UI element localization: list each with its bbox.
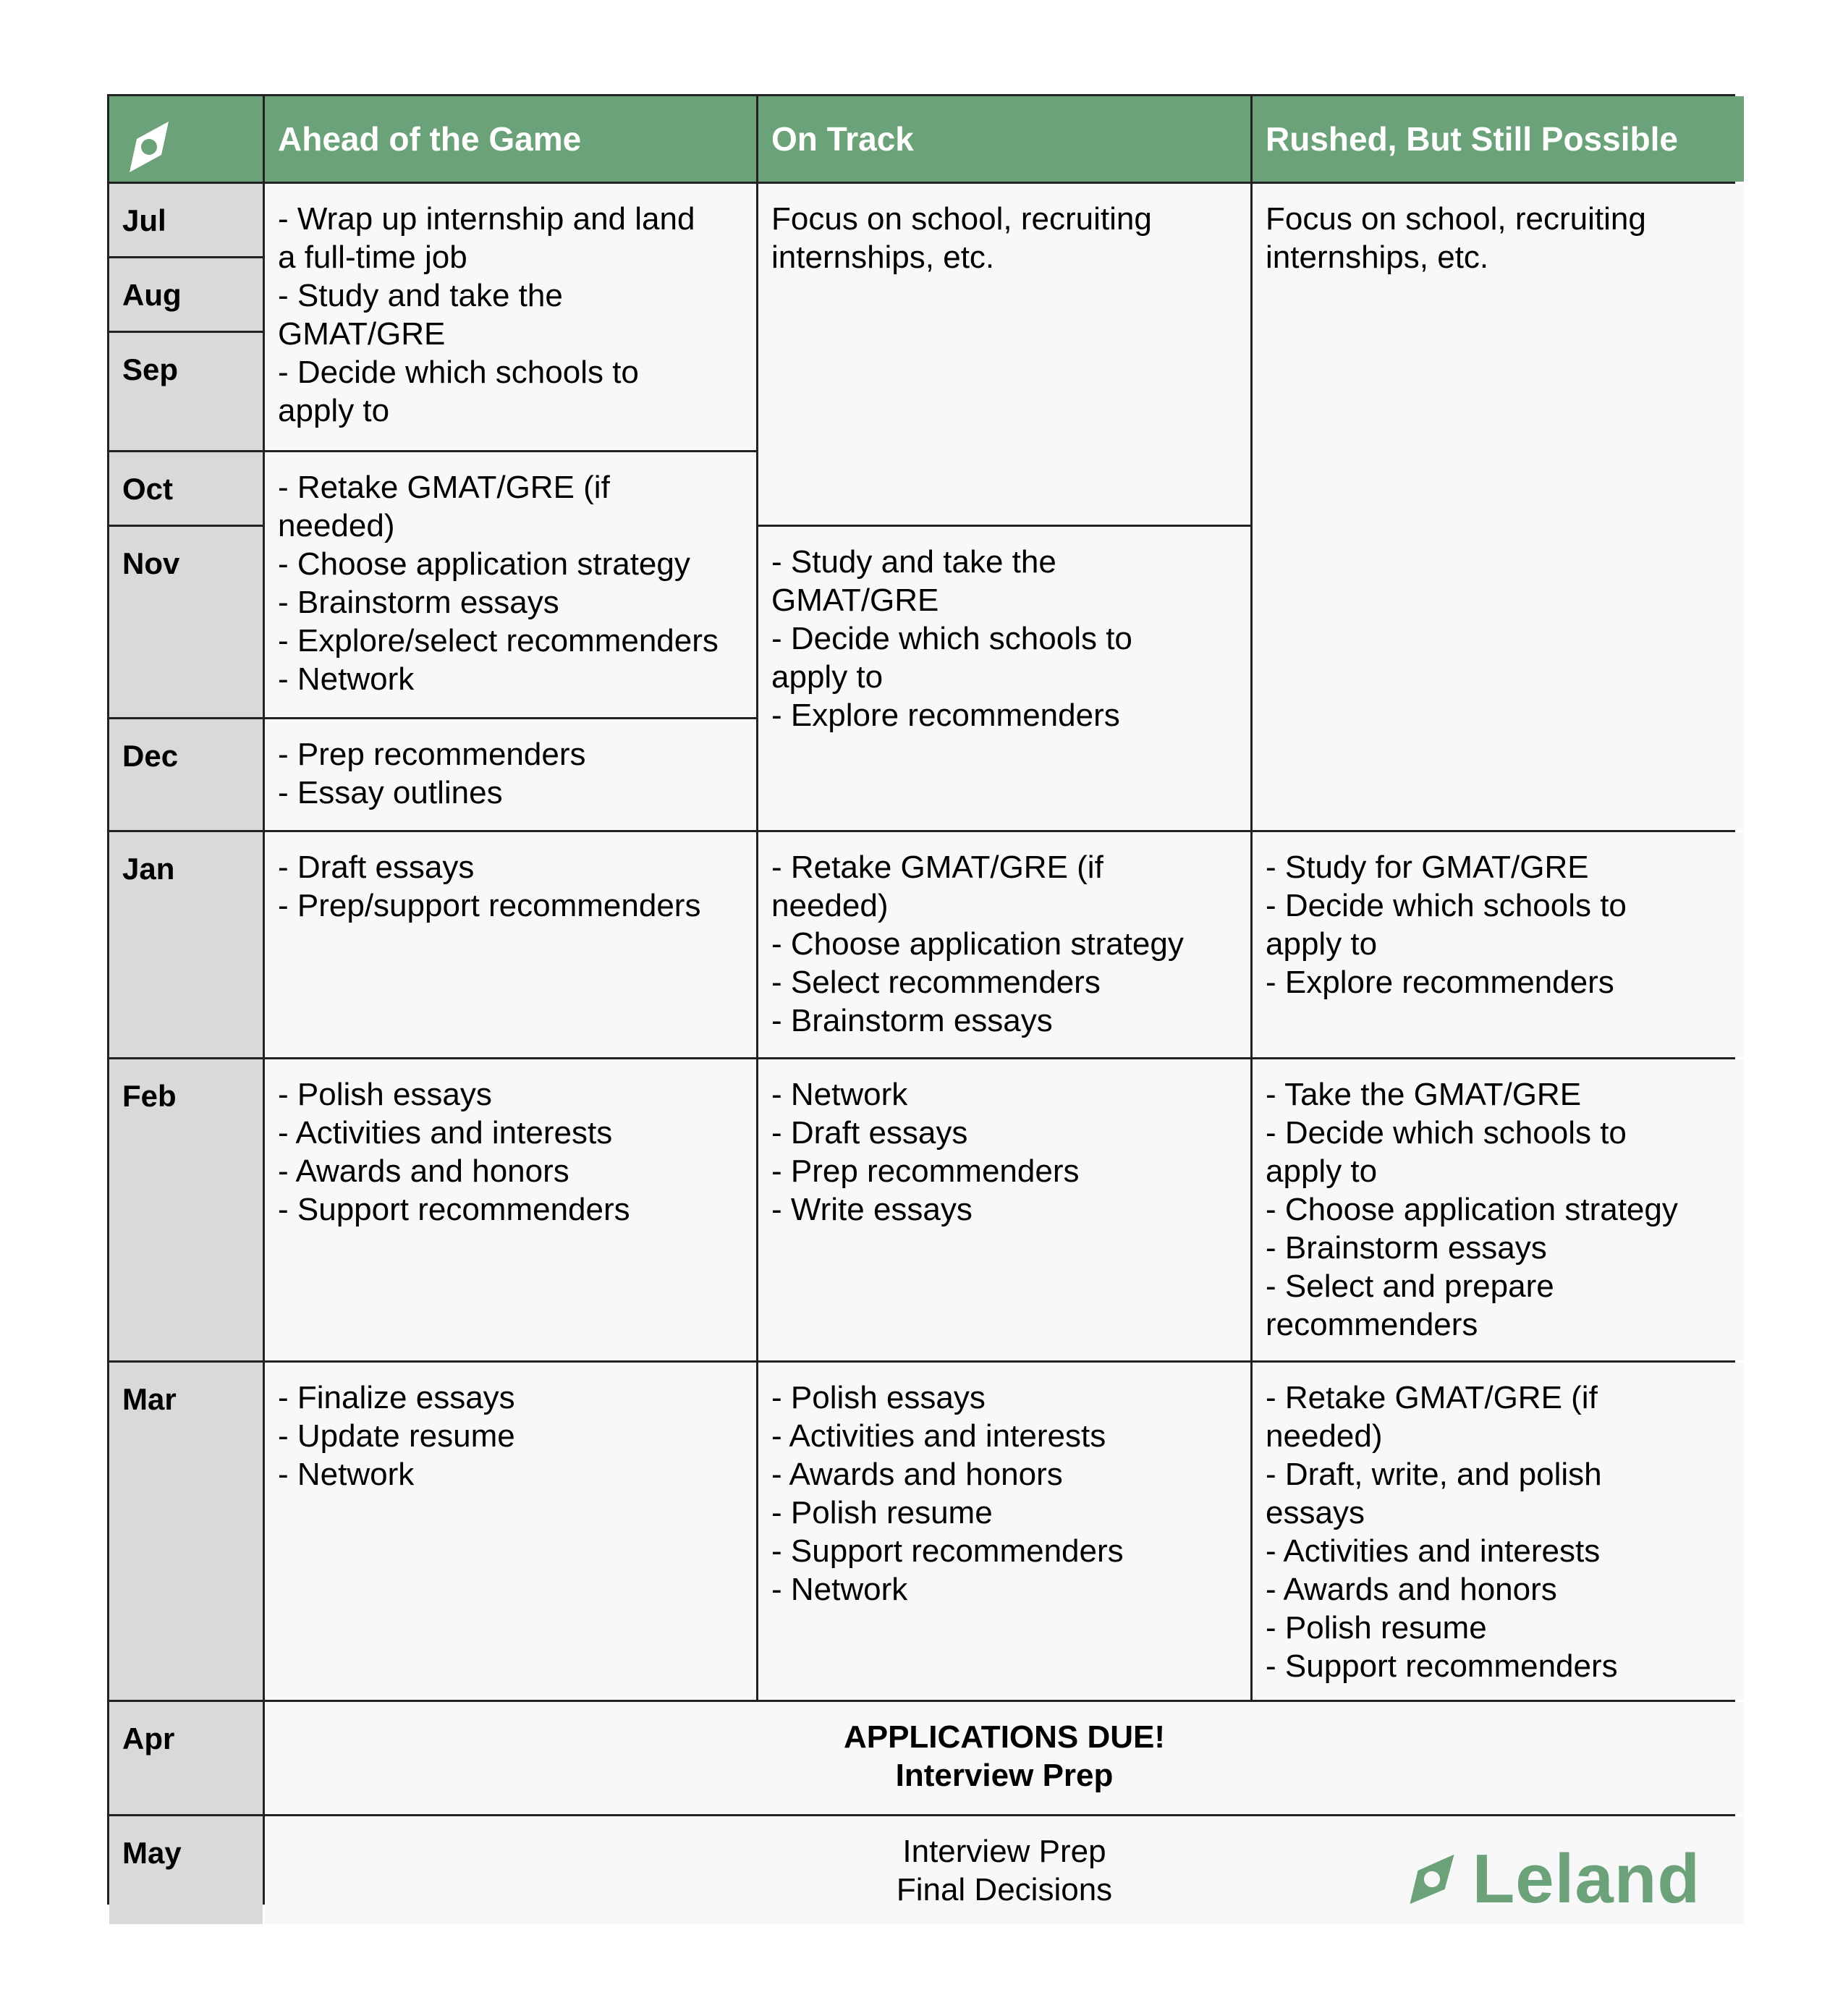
month-label-jan: Jan: [109, 832, 263, 1057]
compass-icon: [119, 117, 179, 177]
month-label-dec: Dec: [109, 719, 263, 830]
leland-logo: [1405, 1840, 1700, 1918]
on-track-nov-dec-cell: - Study and take the GMAT/GRE - Decide which schools to apply to - Explore recommenders: [758, 527, 1250, 830]
rushed-jan-cell: - Study for GMAT/GRE - Decide which schools to apply to - Explore recommenders: [1253, 832, 1744, 1057]
column-header-ahead: Ahead of the Game: [265, 96, 756, 182]
column-header-on-track: On Track: [758, 96, 1250, 182]
rushed-mar-cell: - Retake GMAT/GRE (if needed) - Draft, write, and polish essays - Activities and interests - Awards and honors - Polish resume - Support recommenders: [1253, 1363, 1744, 1700]
month-label-sep: Sep: [109, 333, 263, 450]
on-track-jul-oct-cell: Focus on school, recruiting internships, etc.: [758, 184, 1250, 525]
on-track-jan-cell: - Retake GMAT/GRE (if needed) - Choose application strategy - Select recommenders - Brainstorm essays: [758, 832, 1250, 1057]
column-header-rushed: Rushed, But Still Possible: [1253, 96, 1744, 182]
on-track-mar-cell: - Polish essays - Activities and interests - Awards and honors - Polish resume - Support recommenders - Network: [758, 1363, 1250, 1700]
header-logo-cell: [109, 96, 263, 182]
month-label-mar: Mar: [109, 1363, 263, 1700]
ahead-mar-cell: - Finalize essays - Update resume - Network: [265, 1363, 756, 1700]
ahead-jan-cell: - Draft essays - Prep/support recommenders: [265, 832, 756, 1057]
month-label-feb: Feb: [109, 1059, 263, 1360]
rushed-jul-dec-cell: Focus on school, recruiting internships, etc.: [1253, 184, 1744, 830]
on-track-feb-cell: - Network - Draft essays - Prep recommenders - Write essays: [758, 1059, 1250, 1360]
month-label-nov: Nov: [109, 527, 263, 717]
timeline-table: [107, 94, 1735, 1918]
ahead-feb-cell: - Polish essays - Activities and interests - Awards and honors - Support recommenders: [265, 1059, 756, 1360]
month-label-jul: Jul: [109, 184, 263, 256]
may-interview-cell: Interview Prep Final Decisions Leland: [265, 1816, 1744, 1924]
month-label-oct: Oct: [109, 452, 263, 525]
compass-icon: [1405, 1851, 1459, 1907]
month-label-may: May: [109, 1816, 263, 1924]
ahead-dec-cell: - Prep recommenders - Essay outlines: [265, 719, 756, 830]
brand-name: Leland: [1472, 1840, 1700, 1918]
rushed-feb-cell: - Take the GMAT/GRE - Decide which schools to apply to - Choose application strategy - Brainstorm essays - Select and prepare recommenders: [1253, 1059, 1744, 1360]
month-label-apr: Apr: [109, 1702, 263, 1814]
ahead-jul-sep-cell: - Wrap up internship and land a full-time job - Study and take the GMAT/GRE - Decide which schools to apply to: [265, 184, 756, 450]
ahead-oct-nov-cell: - Retake GMAT/GRE (if needed) - Choose application strategy - Brainstorm essays - Explore/select recommenders - Network: [265, 452, 756, 717]
apr-applications-due-cell: APPLICATIONS DUE! Interview Prep: [265, 1702, 1744, 1814]
month-label-aug: Aug: [109, 258, 263, 331]
